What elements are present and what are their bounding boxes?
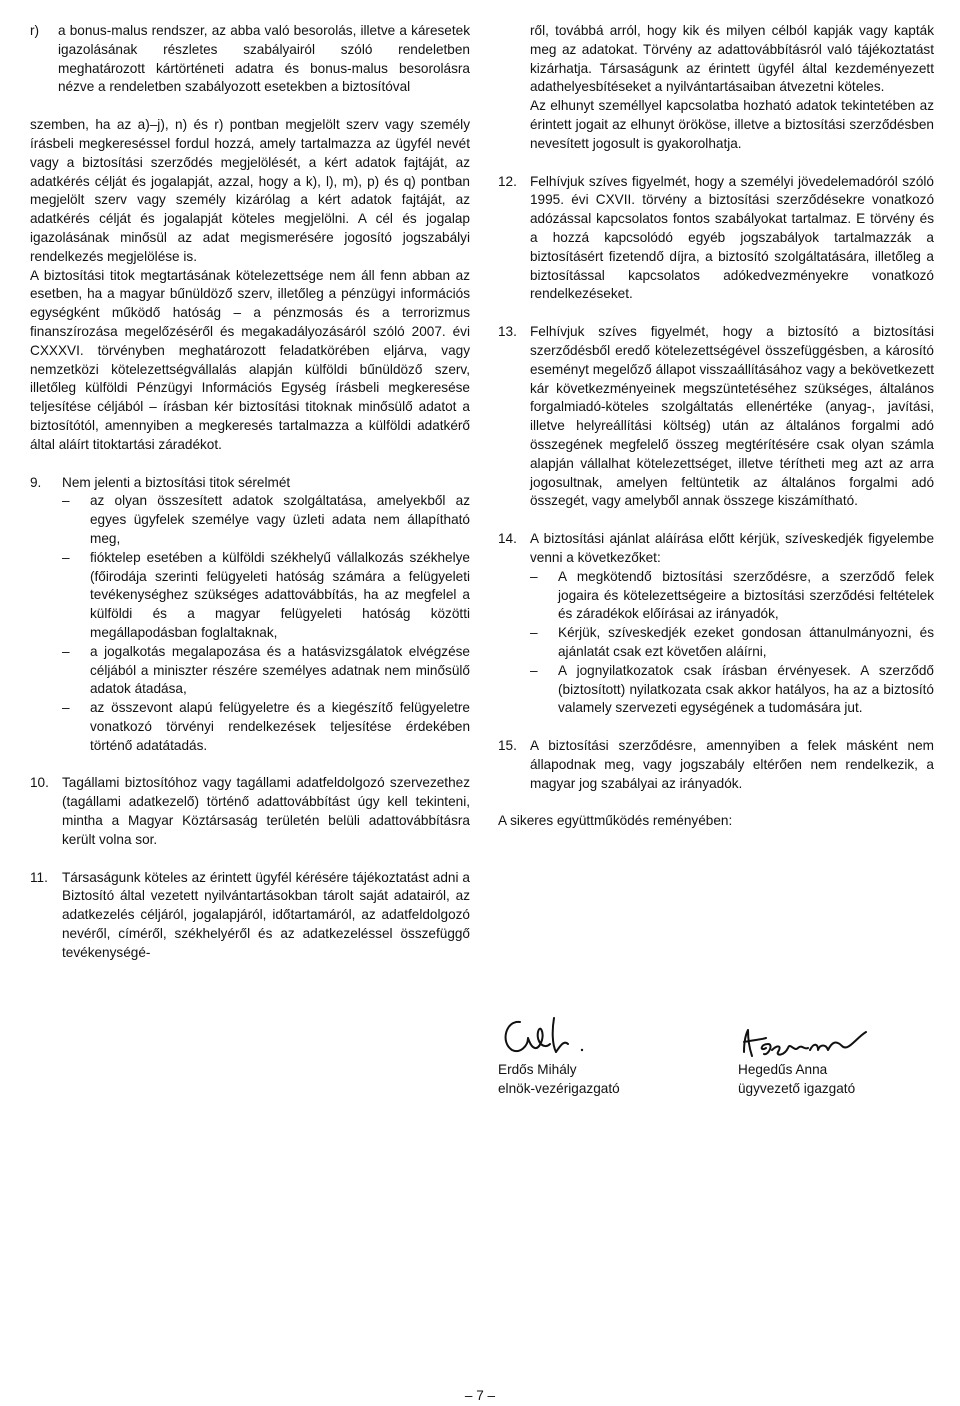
page-number: – 7 –: [464, 1388, 496, 1403]
item-text: A biztosítási szerződésre, amennyiben a felek másként nem állapodnak meg, vagy jogszabály eltérően nem rendelkezik, a magyar jog szabályai az irányadók.: [530, 738, 934, 791]
signatory-title: ügyvezető igazgató: [738, 1081, 856, 1096]
dash-marker: –: [530, 662, 538, 678]
closing-line: A sikeres együttműködés reményében:: [498, 813, 733, 829]
signature-right: [738, 1026, 934, 1098]
item-text: a bonus-malus rendszer, az abba való besorolás, illetve a káresetek igazolásának részletes szabályairól szóló rendeletben meghatározott kártörténeti adatra és bonus-malus besorolásra nézve a rendeletben szabályozott esetekben a biztosítóval: [58, 23, 470, 95]
paragraph: A biztosítási titok megtartásának kötelezettsége nem áll fenn abban az esetben, ha a magyar bűnüldöző szerv, illetőleg a pénzügyi információs egységként működő hatóság – a pénzmosás és a terrorizmus finanszírozása megelőzéséről és megakadályozásáról szóló 2007. évi CXXXVI. törvényben meghatározott feladatkörében eljárva, vagy nemzetközi kötelezettségvállalás alapján külföldi bűnüldöző szerv, illetőleg külföldi Pénzügyi Információs Egység írásbeli megkeresése teljesítése céljából – írásban kér biztosítási titoknak minősülő adatot a biztosítótól, amennyiben a megkeresés tartalmazza a külföldi adatkérő által aláírt titoktartási záradékot.: [30, 267, 470, 452]
list-item-r: [30, 22, 470, 97]
item-text: Felhívjuk szíves figyelmét, hogy a személyi jövedelemadóról szóló 1995. évi CXVII. törvény a biztosítási szerződésekre vonatkozó adózással kapcsolatos fontos szabályokat tartalmaz. E törvény és a hozzá kapcsolódó egyéb jogszabályok tartalmazzák a biztosításért fizetendő díjra, a biztosító szolgáltatására, illetőleg a biztosítással kapcsolatos adókedvezményekre vonatkozó rendelkezéseket.: [530, 173, 934, 302]
right-column: [498, 22, 934, 831]
dash-marker: –: [62, 643, 70, 659]
list-item-15: [498, 737, 934, 793]
dash-marker: –: [62, 493, 70, 509]
list-item-11: [30, 869, 470, 963]
signature-block: [498, 1010, 934, 1110]
paragraph: ről, továbbá arról, hogy kik és milyen célból kapják vagy kapták meg az adatokat. Törvény az adattovábbításról való tájékoztatást kizárhatja. Társaságunk az érintett ügyfél által kezdeményezett adathelyesbítéseket a nyilvántartásaiban átvezetni köteles.: [530, 23, 934, 95]
item-number: 11.: [30, 869, 48, 885]
item-text: Társaságunk köteles az érintett ügyfél kérésére tájékoztatást adni a Biztosító által vezetett nyilvántartásokban tárolt saját adatairól, az adatkezelés céljáról, jogalapjáról, időtartamáról, az adatfeldolgozó nevéről, címéről, székhelyéről és az adatkezeléssel összefüggő tevékenységé-: [62, 869, 470, 960]
list-item-13: [498, 323, 934, 511]
signatory-title: elnök-vezérigazgató: [498, 1081, 620, 1096]
left-column: [30, 22, 470, 963]
dash-marker: –: [530, 568, 538, 584]
item-number: 12.: [498, 173, 517, 189]
item-text: Felhívjuk szíves figyelmét, hogy a biztosító a biztosítási szerződésből eredő kötelezettségével összefüggésben, a károsító eseményt megelőző állapot visszaállításához vagy a bekövetkezett kár következményeinek megszüntetéséhez szükséges, általános forgalmiadó-köteles szolgáltatás ellenértéke (anyag-, javítási, illetve helyreállítási költség) után az általános forgalmi adó összegének megfelelő összeg megtérítésére csak olyan számla alapján vállalhat kötelezettséget, illetve térítheti meg azt az arra jogosultnak, amelyen feltüntetik az általános forgalmi adó összegét, vagy amelyből annak összege kiszámítható.: [530, 324, 934, 509]
item-marker: r): [30, 23, 40, 38]
item-number: 10.: [30, 775, 49, 791]
handwritten-signature-icon: [738, 1026, 878, 1060]
item-text: A biztosítási ajánlat aláírása előtt kérjük, szíveskedjék figyelembe venni a következőket:: [530, 531, 934, 565]
bullet-item: – a jogalkotás megalapozása és a hatásvizsgálatok elvégzése céljából a miniszter részére személyes adatnak nem minősülő adatok átadása,: [62, 643, 470, 699]
bullet-item: – A megkötendő biztosítási szerződésre, a szerződő felek jogaira és kötelezettségeire a biztosítási szerződési feltételek és záradékok előírásai az irányadók,: [530, 568, 934, 624]
list-item-12: [498, 173, 934, 305]
item-text: Tagállami biztosítóhoz vagy tagállami adatfeldolgozó szervezethez (tagállami adatkezelő) történő adattovábbítást úgy kell tekinteni, mintha a Magyar Köztársaság területén belüli adattovábbításra került volna sor.: [62, 775, 470, 847]
signatory-name: Erdős Mihály: [498, 1062, 577, 1077]
item-number: 15.: [498, 738, 517, 754]
bullet-item: – az összevont alapú felügyeletre és a kiegészítő felügyeletre vonatkozó törvényi rendelkezések teljesítése érdekében történő adatátadás.: [62, 699, 470, 755]
signature-left: [498, 1010, 698, 1098]
list-item-14: [498, 530, 934, 718]
bullet-item: – az olyan összesített adatok szolgáltatása, amelyekből az egyes ügyfelek személye vagy üzleti adata nem állapítható meg,: [62, 492, 470, 548]
bullet-item: – A jognyilatkozatok csak írásban érvényesek. A szerződő (biztosított) nyilatkozata csak akkor hatályos, ha az a biztosító valamely szervezeti egységének a tudomására jut.: [530, 662, 934, 718]
paragraph: Az elhunyt személlyel kapcsolatba hozható adatok tekintetében az érintett jogait az elhunyt örököse, illetve a biztosítási szerződésben nevesített jogosult is gyakorolhatja.: [530, 98, 934, 151]
item-text: Nem jelenti a biztosítási titok sérelmét: [62, 474, 291, 490]
dash-marker: –: [62, 700, 70, 716]
list-item-10: [30, 774, 470, 849]
item-number: 13.: [498, 324, 517, 340]
list-item-9: [30, 474, 470, 756]
dash-marker: –: [62, 549, 70, 565]
item-number: 9.: [30, 474, 42, 490]
paragraph: szemben, ha az a)–j), n) és r) pontban megjelölt szerv vagy személy írásbeli megkereséssel fordul hozzá, amely tartalmazza az ügyfél nevét vagy a biztosítási szerződés megjelölését, a kért adatok fajtáját, az adatkérés célját és jogalapját, azzal, hogy a k), l), m), p) és q) pontban megjelölt szerv vagy személy kizárólag a kért adatok fajtáját, az adatkérés célját és jogalapját köteles megjelölni. A cél és jogalap igazolásának minősül az adat megismerésére jogosító jogszabályi rendelkezés megjelölése is.: [30, 117, 470, 264]
handwritten-signature-icon: [498, 1010, 588, 1060]
item-number: 14.: [498, 531, 517, 547]
bullet-item: – Kérjük, szíveskedjék ezeket gondosan áttanulmányozni, és ajánlatát csak ezt követően aláírni,: [530, 624, 934, 662]
bullet-item: – fióktelep esetében a külföldi székhelyű vállalkozás székhelye (főirodája szerinti felügyeleti hatóság számára a felügyeleti tevékenységhez szükséges adattovábbítás, ha az megfelel a külföldi és a magyar felügyeleti hatóság közötti megállapodásban foglaltaknak,: [62, 549, 470, 643]
signatory-name: Hegedűs Anna: [738, 1062, 828, 1077]
dash-marker: –: [530, 625, 538, 641]
list-item-11-continued: [498, 22, 934, 154]
